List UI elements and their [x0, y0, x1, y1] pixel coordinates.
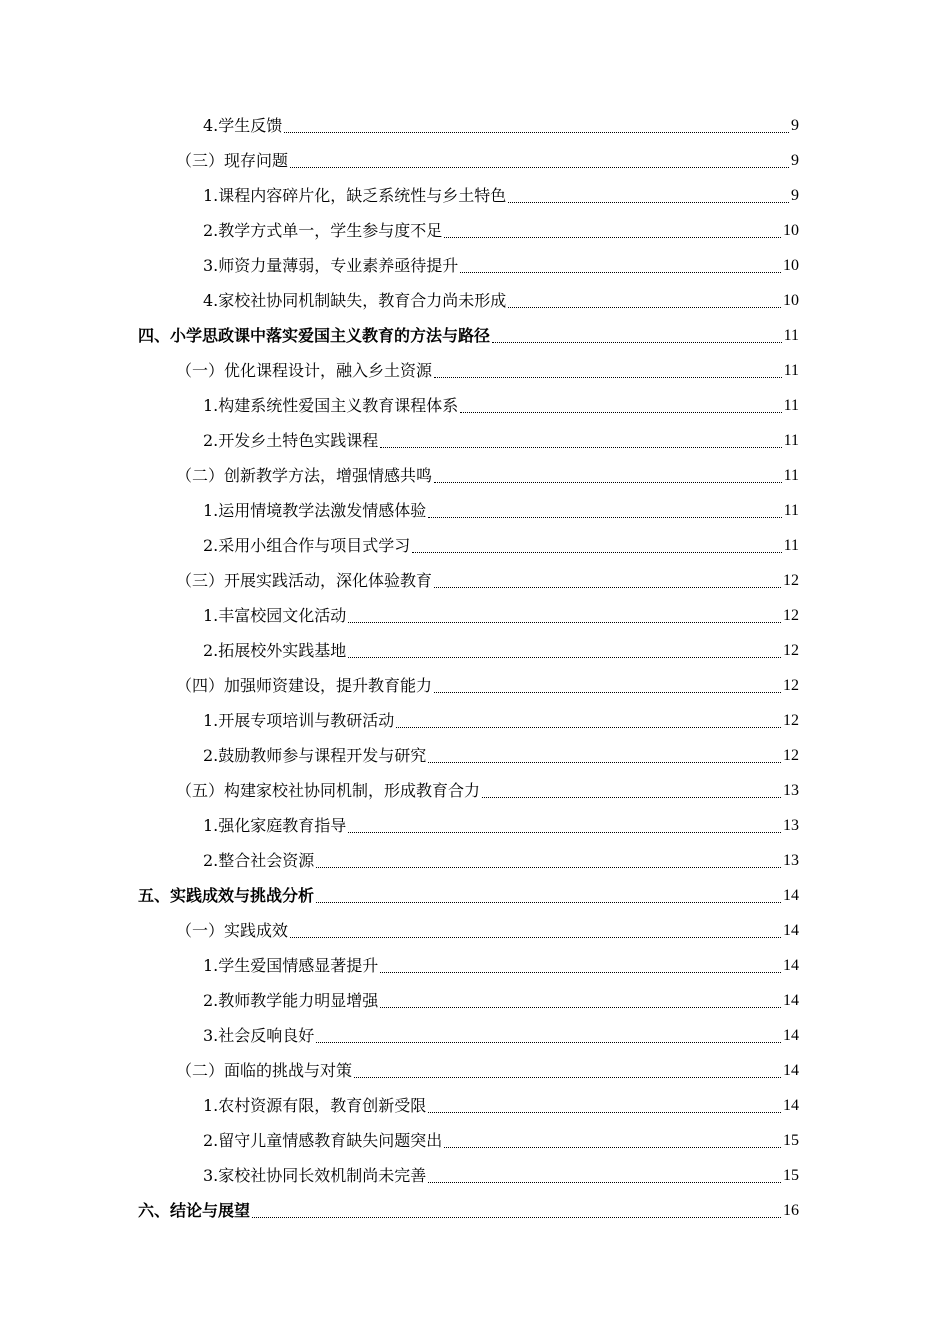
toc-entry[interactable] — [0, 248, 950, 283]
toc-page-number: 9 — [791, 117, 799, 134]
toc-page-number: 16 — [783, 1202, 799, 1219]
toc-page-number: 12 — [783, 607, 799, 624]
toc-entry-title: 3.师资力量薄弱，专业素养亟待提升 — [203, 256, 459, 275]
toc-page-number: 11 — [783, 467, 799, 484]
toc-entry[interactable] — [0, 213, 950, 248]
toc-entry-title: （五）构建家校社协同机制，形成教育合力 — [176, 781, 481, 800]
toc-page-number: 11 — [783, 327, 799, 344]
dot-leader — [434, 481, 782, 483]
toc-entry-title: 四、小学思政课中落实爱国主义教育的方法与路径 — [138, 326, 491, 345]
toc-entry[interactable] — [0, 913, 950, 948]
toc-entry-title: 2.整合社会资源 — [203, 851, 315, 870]
toc-entry[interactable] — [0, 458, 950, 493]
dot-leader — [444, 1146, 781, 1148]
dot-leader — [428, 516, 781, 518]
toc-entry[interactable] — [0, 1193, 950, 1228]
toc-entry-title: （三）现存问题 — [176, 151, 289, 170]
toc-page-number: 10 — [783, 222, 799, 239]
toc-page-number: 11 — [783, 432, 799, 449]
dot-leader — [508, 306, 781, 308]
dot-leader — [316, 901, 781, 903]
toc-page-number: 14 — [783, 1062, 799, 1079]
toc-entry[interactable] — [0, 178, 950, 213]
toc-entry-title: 1.课程内容碎片化，缺乏系统性与乡土特色 — [203, 186, 507, 205]
dot-leader — [380, 971, 781, 973]
dot-leader — [428, 1111, 781, 1113]
toc-entry[interactable] — [0, 423, 950, 458]
toc-entry-title: 六、结论与展望 — [138, 1201, 251, 1220]
toc-entry-title: 2.教师教学能力明显增强 — [203, 991, 379, 1010]
toc-entry-title: 2.教学方式单一，学生参与度不足 — [203, 221, 443, 240]
toc-entry[interactable] — [0, 318, 950, 353]
toc-entry[interactable] — [0, 1053, 950, 1088]
dot-leader — [492, 341, 782, 343]
toc-entry-title: 1.构建系统性爱国主义教育课程体系 — [203, 396, 459, 415]
table-of-contents — [0, 108, 950, 1228]
toc-entry-title: 4.家校社协同机制缺失，教育合力尚未形成 — [203, 291, 507, 310]
toc-entry-title: （一）实践成效 — [176, 921, 289, 940]
toc-entry-title: （二）创新教学方法，增强情感共鸣 — [176, 466, 433, 485]
dot-leader — [460, 411, 781, 413]
toc-page-number: 10 — [783, 292, 799, 309]
toc-entry[interactable] — [0, 1158, 950, 1193]
toc-page-number: 12 — [783, 572, 799, 589]
toc-page-number: 11 — [783, 397, 799, 414]
dot-leader — [380, 1006, 781, 1008]
dot-leader — [252, 1216, 781, 1218]
dot-leader — [354, 1076, 781, 1078]
toc-entry[interactable] — [0, 738, 950, 773]
dot-leader — [316, 1041, 781, 1043]
toc-page-number: 11 — [783, 362, 799, 379]
toc-entry[interactable] — [0, 143, 950, 178]
toc-page-number: 15 — [783, 1167, 799, 1184]
toc-entry-title: （三）开展实践活动，深化体验教育 — [176, 571, 433, 590]
toc-entry[interactable] — [0, 983, 950, 1018]
toc-entry-title: 1.学生爱国情感显著提升 — [203, 956, 379, 975]
toc-entry-title: 4.学生反馈 — [203, 116, 283, 135]
toc-entry-title: 五、实践成效与挑战分析 — [138, 886, 315, 905]
toc-entry-title: 1.丰富校园文化活动 — [203, 606, 347, 625]
toc-page-number: 12 — [783, 712, 799, 729]
dot-leader — [412, 551, 781, 553]
toc-entry[interactable] — [0, 1018, 950, 1053]
toc-entry-title: （四）加强师资建设，提升教育能力 — [176, 676, 433, 695]
toc-entry[interactable] — [0, 493, 950, 528]
toc-entry-title: 1.强化家庭教育指导 — [203, 816, 347, 835]
toc-entry[interactable] — [0, 948, 950, 983]
dot-leader — [460, 271, 781, 273]
toc-entry-title: 3.社会反响良好 — [203, 1026, 315, 1045]
toc-page-number: 14 — [783, 957, 799, 974]
toc-entry[interactable] — [0, 108, 950, 143]
dot-leader — [348, 656, 781, 658]
toc-entry[interactable] — [0, 808, 950, 843]
toc-entry[interactable] — [0, 773, 950, 808]
toc-page-number: 12 — [783, 747, 799, 764]
dot-leader — [444, 236, 781, 238]
toc-entry-title: （一）优化课程设计，融入乡土资源 — [176, 361, 433, 380]
toc-page-number: 10 — [783, 257, 799, 274]
toc-page-number: 14 — [783, 1027, 799, 1044]
toc-entry-title: 2.拓展校外实践基地 — [203, 641, 347, 660]
toc-entry-title: 2.开发乡土特色实践课程 — [203, 431, 379, 450]
toc-entry-title: 2.采用小组合作与项目式学习 — [203, 536, 411, 555]
dot-leader — [290, 166, 789, 168]
dot-leader — [434, 376, 782, 378]
toc-page-number: 12 — [783, 677, 799, 694]
dot-leader — [428, 761, 781, 763]
toc-entry-title: 1.农村资源有限，教育创新受限 — [203, 1096, 427, 1115]
toc-page-number: 13 — [783, 782, 799, 799]
dot-leader — [434, 691, 781, 693]
dot-leader — [508, 201, 789, 203]
toc-entry-title: 1.运用情境教学法激发情感体验 — [203, 501, 427, 520]
dot-leader — [348, 831, 781, 833]
toc-page-number: 14 — [783, 922, 799, 939]
toc-entry[interactable] — [0, 598, 950, 633]
dot-leader — [396, 726, 781, 728]
toc-page-number: 14 — [783, 887, 799, 904]
toc-page-number: 13 — [783, 817, 799, 834]
toc-entry-title: （二）面临的挑战与对策 — [176, 1061, 353, 1080]
toc-entry[interactable] — [0, 633, 950, 668]
toc-entry[interactable] — [0, 703, 950, 738]
toc-page-number: 11 — [783, 502, 799, 519]
toc-entry[interactable] — [0, 668, 950, 703]
toc-entry[interactable] — [0, 563, 950, 598]
dot-leader — [380, 446, 781, 448]
toc-page-number: 13 — [783, 852, 799, 869]
dot-leader — [284, 131, 789, 133]
dot-leader — [348, 621, 781, 623]
dot-leader — [316, 866, 781, 868]
dot-leader — [434, 586, 781, 588]
toc-page-number: 15 — [783, 1132, 799, 1149]
toc-entry-title: 2.留守儿童情感教育缺失问题突出 — [203, 1131, 443, 1150]
toc-entry[interactable] — [0, 878, 950, 913]
toc-entry[interactable] — [0, 528, 950, 563]
toc-entry[interactable] — [0, 283, 950, 318]
toc-entry-title: 3.家校社协同长效机制尚未完善 — [203, 1166, 427, 1185]
dot-leader — [290, 936, 781, 938]
toc-entry[interactable] — [0, 388, 950, 423]
dot-leader — [428, 1181, 781, 1183]
toc-entry-title: 1.开展专项培训与教研活动 — [203, 711, 395, 730]
toc-page-number: 14 — [783, 992, 799, 1009]
toc-page-number: 14 — [783, 1097, 799, 1114]
toc-page-number: 9 — [791, 187, 799, 204]
toc-page-number: 9 — [791, 152, 799, 169]
dot-leader — [482, 796, 781, 798]
toc-entry-title: 2.鼓励教师参与课程开发与研究 — [203, 746, 427, 765]
toc-entry[interactable] — [0, 353, 950, 388]
toc-entry[interactable] — [0, 1088, 950, 1123]
toc-entry[interactable] — [0, 843, 950, 878]
toc-page-number: 11 — [783, 537, 799, 554]
toc-page-number: 12 — [783, 642, 799, 659]
toc-entry[interactable] — [0, 1123, 950, 1158]
